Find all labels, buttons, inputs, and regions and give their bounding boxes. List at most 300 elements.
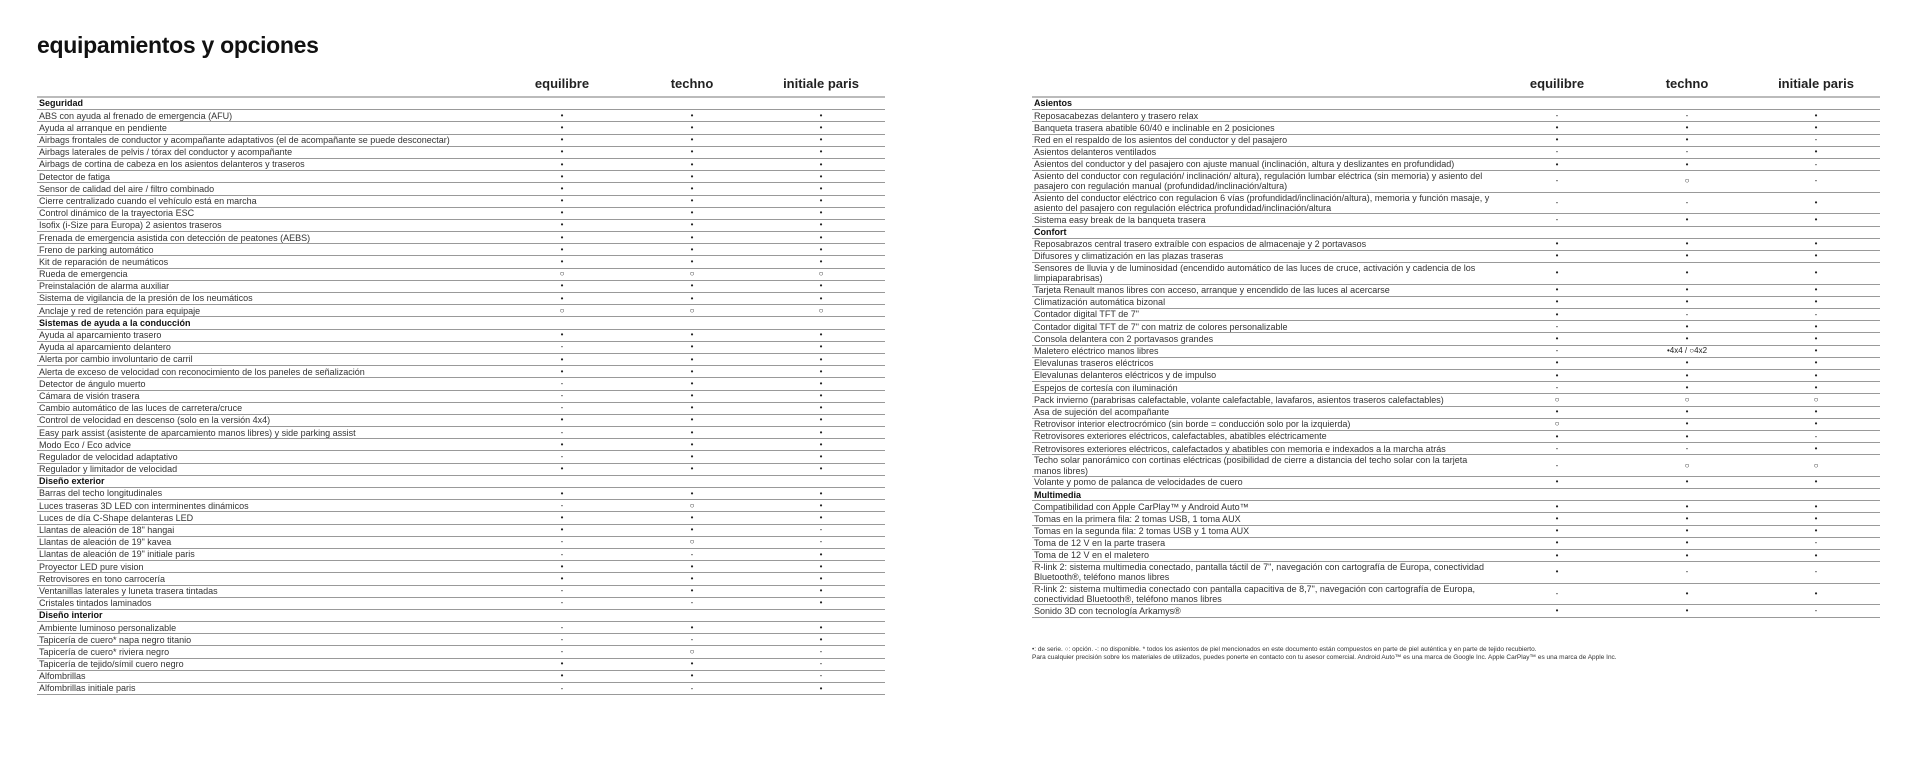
table-row: [1032, 407, 1880, 419]
techno-value: -: [690, 598, 694, 608]
section-header: [1032, 98, 1880, 110]
initiale-paris-value: •: [1814, 419, 1818, 429]
initiale-paris-value: •: [819, 427, 823, 437]
table-row: [37, 220, 885, 232]
table-row: [37, 354, 885, 366]
feature-label: Preinstalación de alarma auxiliar: [39, 281, 170, 292]
initiale-paris-value: -: [1814, 567, 1818, 577]
techno-value: •: [690, 354, 694, 364]
equilibre-value: •: [560, 281, 564, 291]
initiale-paris-value: •: [1814, 477, 1818, 487]
equilibre-value: -: [1555, 589, 1559, 599]
table-row: [37, 573, 885, 585]
table-row: [37, 171, 885, 183]
techno-value: •: [690, 244, 694, 254]
table-row: [1032, 455, 1880, 477]
feature-label: Alfombrillas: [39, 671, 86, 682]
equilibre-value: ○: [559, 305, 565, 315]
equilibre-value: •: [1555, 605, 1559, 615]
techno-value: ○: [1684, 394, 1690, 404]
techno-value: •: [1685, 285, 1689, 295]
equilibre-value: •: [1555, 239, 1559, 249]
equilibre-value: •: [560, 415, 564, 425]
equilibre-value: •: [1555, 297, 1559, 307]
column-initiale-paris: initiale paris: [783, 76, 859, 91]
initiale-paris-value: •: [819, 500, 823, 510]
equilibre-value: -: [560, 647, 564, 657]
table-header: [1032, 76, 1880, 98]
equilibre-value: -: [560, 427, 564, 437]
techno-value: ○: [689, 537, 695, 547]
table-row: [1032, 513, 1880, 525]
techno-value: •: [690, 622, 694, 632]
equilibre-value: -: [560, 391, 564, 401]
initiale-paris-value: ○: [818, 305, 824, 315]
table-row: [37, 391, 885, 403]
feature-label: Tomas en la segunda fila: 2 tomas USB y 1 toma AUX: [1034, 526, 1250, 537]
table-row: [37, 488, 885, 500]
techno-value: •: [690, 122, 694, 132]
feature-label: Easy park assist (asistente de aparcamiento manos libres) y side parking assist: [39, 427, 356, 438]
feature-label: Cierre centralizado cuando el vehículo está en marcha: [39, 195, 257, 206]
techno-value: -: [1685, 443, 1689, 453]
table-row: [1032, 501, 1880, 513]
feature-label: Control de velocidad en descenso (solo en la versión 4x4): [39, 415, 271, 426]
initiale-paris-value: •: [819, 196, 823, 206]
section-header: [37, 317, 885, 329]
section-title: Confort: [1034, 226, 1067, 237]
initiale-paris-value: •: [1814, 214, 1818, 224]
equilibre-value: ○: [1554, 394, 1560, 404]
equilibre-value: -: [560, 403, 564, 413]
initiale-paris-value: -: [1814, 309, 1818, 319]
feature-label: Tapicería de tejido/símil cuero negro: [39, 659, 184, 670]
equilibre-value: •: [560, 659, 564, 669]
initiale-paris-value: •: [819, 464, 823, 474]
table-row: [1032, 309, 1880, 321]
table-row: [37, 439, 885, 451]
equilibre-value: •: [1555, 567, 1559, 577]
table-row: [37, 427, 885, 439]
initiale-paris-value: -: [1814, 159, 1818, 169]
initiale-paris-value: •: [819, 488, 823, 498]
techno-value: •: [690, 671, 694, 681]
equilibre-value: •: [560, 244, 564, 254]
feature-label: Banqueta trasera abatible 60/40 e inclinable en 2 posiciones: [1034, 122, 1275, 133]
initiale-paris-value: -: [1814, 135, 1818, 145]
initiale-paris-value: -: [819, 537, 823, 547]
table-row: [1032, 135, 1880, 147]
feature-label: Llantas de aleación de 19" initiale paris: [39, 549, 195, 560]
table-row: [1032, 122, 1880, 134]
initiale-paris-value: •: [1814, 370, 1818, 380]
techno-value: •: [690, 464, 694, 474]
section-title: Diseño exterior: [39, 476, 105, 487]
initiale-paris-value: •: [819, 512, 823, 522]
initiale-paris-value: •: [819, 159, 823, 169]
equilibre-value: ○: [1554, 419, 1560, 429]
techno-value: •: [1685, 321, 1689, 331]
table-row: [37, 451, 885, 463]
feature-label: Maletero eléctrico manos libres: [1034, 346, 1159, 357]
section-header: [1032, 227, 1880, 239]
feature-label: Regulador y limitador de velocidad: [39, 464, 178, 475]
techno-value: •: [690, 415, 694, 425]
column-equilibre: equilibre: [534, 76, 590, 91]
feature-label: Red en el respaldo de los asientos del conductor y del pasajero: [1034, 135, 1288, 145]
feature-label: Cristales tintados laminados: [39, 598, 152, 609]
table-row: [1032, 239, 1880, 251]
techno-value: •: [690, 561, 694, 571]
feature-label: Sensores de lluvia y de luminosidad (encendido automático de las luces de cruce, activación y cadencia de los limpiaparabrisas): [1034, 263, 1476, 284]
feature-label: R-link 2: sistema multimedia conectado con pantalla capacitiva de 8,7", navegación con cartografía de Europa, conectividad Bluetooth®, teléfono manos libres: [1034, 583, 1475, 605]
initiale-paris-value: •: [819, 391, 823, 401]
table-row: [1032, 263, 1880, 285]
initiale-paris-value: •: [1814, 382, 1818, 392]
equilibre-value: •: [1555, 550, 1559, 560]
page-title: equipamientos y opciones: [37, 32, 319, 58]
table-row: [37, 293, 885, 305]
table-row: [1032, 358, 1880, 370]
equilibre-value: •: [560, 220, 564, 230]
feature-label: Ayuda al arranque en pendiente: [39, 122, 167, 133]
feature-label: Asiento del conductor con regulación/ inclinación/ altura), regulación lumbar eléctrica (sin memoria) y asiento del pasajero con regulación manual (profundidad/inclinación/altura): [1034, 171, 1483, 192]
initiale-paris-value: •: [1814, 285, 1818, 295]
table-row: [1032, 443, 1880, 455]
equilibre-value: -: [1555, 198, 1559, 208]
equilibre-value: •: [560, 147, 564, 157]
initiale-paris-value: •: [1814, 110, 1818, 120]
techno-value: •: [690, 330, 694, 340]
techno-value: •: [1685, 419, 1689, 429]
techno-value: •: [690, 281, 694, 291]
equilibre-value: •: [560, 525, 564, 535]
section-header: [1032, 489, 1880, 501]
feature-label: Cámara de visión trasera: [39, 390, 140, 401]
table-row: [1032, 110, 1880, 122]
techno-value: •: [690, 342, 694, 352]
techno-value: •: [1685, 501, 1689, 511]
feature-label: Asiento del conductor eléctrico con regulacion 6 vías (profundidad/inclinación/altura), memoria y función masaje, y asiento del pasajero con regulación eléctrica profundidad/inclinación/altura: [1034, 192, 1490, 214]
initiale-paris-value: •: [819, 439, 823, 449]
initiale-paris-value: •: [819, 573, 823, 583]
table-row: [1032, 333, 1880, 345]
equilibre-value: -: [560, 622, 564, 632]
section-title: Diseño interior: [39, 610, 103, 621]
equilibre-value: •: [560, 257, 564, 267]
feature-label: Reposabrazos central trasero extraíble con espacios de almacenaje y 2 portavasos: [1034, 239, 1367, 250]
feature-label: Kit de reparación de neumáticos: [39, 256, 169, 267]
feature-label: Espejos de cortesía con iluminación: [1034, 382, 1178, 393]
table-row: [37, 586, 885, 598]
equipment-table-right: [1032, 76, 1880, 618]
equilibre-value: •: [1555, 407, 1559, 417]
feature-label: Alfombrillas initiale paris: [39, 683, 136, 694]
feature-label: Luces de día C-Shape delanteras LED: [39, 512, 194, 523]
initiale-paris-value: •: [819, 354, 823, 364]
feature-label: Ambiente luminoso personalizable: [39, 622, 177, 633]
equilibre-value: •: [560, 159, 564, 169]
table-row: [37, 500, 885, 512]
equilibre-value: •: [1555, 159, 1559, 169]
table-row: [1032, 538, 1880, 550]
equilibre-value: •: [560, 439, 564, 449]
table-row: [37, 659, 885, 671]
feature-label: Isofix (i-Size para Europa) 2 asientos traseros: [39, 220, 222, 231]
techno-value: ○: [1684, 176, 1690, 186]
feature-label: Reposacabezas delantero y trasero relax: [1034, 110, 1199, 121]
equilibre-value: •: [1555, 538, 1559, 548]
initiale-paris-value: •: [1814, 526, 1818, 536]
table-row: [37, 403, 885, 415]
techno-value: •: [1685, 382, 1689, 392]
table-row: [37, 269, 885, 281]
feature-label: Cambio automático de las luces de carretera/cruce: [39, 403, 243, 414]
feature-label: Pack invierno (parabrisas calefactable, volante calefactable, lavafaros, asientos traseros calefactables): [1034, 394, 1444, 405]
feature-label: Rueda de emergencia: [39, 269, 128, 280]
feature-label: Elevalunas delanteros eléctricos y de impulso: [1034, 370, 1217, 381]
feature-label: Tapicería de cuero* napa negro titanio: [39, 634, 192, 645]
feature-label: Retrovisores exteriores eléctricos, calefactados y abatibles con memoria e indexados a la marcha atrás: [1034, 443, 1446, 454]
techno-value: •: [690, 183, 694, 193]
equilibre-value: -: [560, 378, 564, 388]
column-initiale-paris: initiale paris: [1778, 76, 1854, 91]
techno-value: •: [690, 488, 694, 498]
equilibre-value: •: [560, 183, 564, 193]
initiale-paris-value: •: [819, 452, 823, 462]
techno-value: •: [1685, 268, 1689, 278]
table-row: [1032, 214, 1880, 226]
feature-label: Detector de ángulo muerto: [39, 378, 146, 389]
feature-label: Volante y pomo de palanca de velocidades de cuero: [1034, 477, 1243, 488]
footnote-legend: •: de serie. ○: opción. -: no disponible. * todos los asientos de piel mencionados en este documento están compuestos en parte de piel auténtica y en parte de tejido recubierto.: [1032, 646, 1537, 653]
techno-value: •: [690, 427, 694, 437]
table-row: [37, 256, 885, 268]
table-row: [37, 281, 885, 293]
table-row: [37, 244, 885, 256]
feature-label: Tapicería de cuero* riviera negro: [39, 646, 170, 657]
equilibre-value: •: [1555, 309, 1559, 319]
feature-label: Consola delantera con 2 portavasos grandes: [1034, 333, 1214, 344]
table-row: [37, 135, 885, 147]
initiale-paris-value: -: [1814, 538, 1818, 548]
table-row: [37, 366, 885, 378]
techno-value: ○: [689, 500, 695, 510]
techno-value: •: [690, 452, 694, 462]
feature-label: Climatización automática bizonal: [1034, 297, 1166, 308]
table-row: [37, 549, 885, 561]
equilibre-value: -: [1555, 321, 1559, 331]
techno-value: ○: [689, 269, 695, 279]
table-row: [1032, 382, 1880, 394]
table-row: [1032, 419, 1880, 431]
feature-label: Contador digital TFT de 7": [1034, 309, 1139, 320]
initiale-paris-value: •: [819, 549, 823, 559]
feature-label: Retrovisores en tono carrocería: [39, 573, 166, 584]
table-row: [37, 122, 885, 134]
initiale-paris-value: •: [1814, 268, 1818, 278]
table-row: [1032, 251, 1880, 263]
table-row: [37, 525, 885, 537]
footnote-trademarks: Para cualquier precisión sobre los materiales de utilizados, puedes ponerte en contacto con tu asesor comercial. Android Auto™ es una marca de Google Inc. Apple CarPlay™ es una marca de Apple Inc.: [1032, 654, 1617, 661]
techno-value: •: [690, 659, 694, 669]
feature-label: Ayuda al aparcamiento delantero: [39, 342, 171, 353]
techno-value: •: [690, 293, 694, 303]
feature-label: Alerta por cambio involuntario de carril: [39, 354, 193, 365]
table-row: [1032, 285, 1880, 297]
equilibre-value: •: [560, 110, 564, 120]
feature-label: Techo solar panorámico con cortinas eléctricas (posibilidad de cierre a distancia del techo solar con la tarjeta manos libres): [1034, 455, 1468, 476]
techno-value: •: [1685, 407, 1689, 417]
feature-label: Retrovisor interior electrocrómico (sin borde = conducción solo por la izquierda): [1034, 419, 1351, 430]
equilibre-value: -: [1555, 147, 1559, 157]
feature-label: Toma de 12 V en el maletero: [1034, 550, 1150, 561]
techno-value: •: [1685, 370, 1689, 380]
initiale-paris-value: •: [819, 293, 823, 303]
techno-value: •4x4 / ○4x2: [1666, 346, 1708, 356]
section-title: Sistemas de ayuda a la conducción: [39, 317, 191, 328]
feature-label: Ayuda al aparcamiento trasero: [39, 330, 162, 340]
section-header: [37, 98, 885, 110]
techno-value: -: [690, 549, 694, 559]
techno-value: •: [690, 220, 694, 230]
feature-label: Toma de 12 V en la parte trasera: [1034, 538, 1166, 549]
feature-label: Control dinámico de la trayectoria ESC: [39, 208, 195, 219]
feature-label: Frenada de emergencia asistida con detección de peatones (AEBS): [39, 232, 311, 243]
table-row: [37, 634, 885, 646]
table-row: [1032, 147, 1880, 159]
table-row: [1032, 159, 1880, 171]
initiale-paris-value: •: [819, 598, 823, 608]
initiale-paris-value: -: [1814, 605, 1818, 615]
section-title: Asientos: [1034, 98, 1073, 109]
feature-label: Llantas de aleación de 18" hangai: [39, 525, 175, 535]
initiale-paris-value: •: [1814, 321, 1818, 331]
techno-value: -: [1685, 567, 1689, 577]
equilibre-value: •: [1555, 268, 1559, 278]
initiale-paris-value: •: [1814, 147, 1818, 157]
feature-label: Sistema de vigilancia de la presión de los neumáticos: [39, 293, 253, 304]
techno-value: -: [690, 634, 694, 644]
table-row: [37, 646, 885, 658]
equilibre-value: -: [1555, 443, 1559, 453]
equilibre-value: •: [560, 354, 564, 364]
initiale-paris-value: •: [819, 366, 823, 376]
table-row: [1032, 193, 1880, 215]
column-techno: techno: [1665, 76, 1709, 91]
table-row: [37, 671, 885, 683]
equilibre-value: •: [1555, 285, 1559, 295]
feature-label: R-link 2: sistema multimedia conectado, pantalla táctil de 7", navegación con cartografía de Europa, conectividad Bluetooth®, teléfono manos libres: [1034, 562, 1484, 583]
equilibre-value: -: [1555, 110, 1559, 120]
initiale-paris-value: •: [819, 232, 823, 242]
initiale-paris-value: •: [1814, 346, 1818, 356]
initiale-paris-value: •: [1814, 251, 1818, 261]
equilibre-value: -: [560, 683, 564, 693]
table-row: [1032, 477, 1880, 489]
equilibre-value: •: [1555, 501, 1559, 511]
table-row: [37, 159, 885, 171]
table-row: [37, 342, 885, 354]
table-row: [37, 305, 885, 317]
section-title: Multimedia: [1034, 489, 1082, 500]
techno-value: •: [1685, 214, 1689, 224]
techno-value: •: [1685, 589, 1689, 599]
initiale-paris-value: •: [1814, 443, 1818, 453]
techno-value: •: [1685, 477, 1689, 487]
feature-label: Retrovisores exteriores eléctricos, calefactables, abatibles eléctricamente: [1034, 431, 1327, 442]
equilibre-value: -: [560, 598, 564, 608]
initiale-paris-value: •: [1814, 122, 1818, 132]
techno-value: -: [1685, 110, 1689, 120]
equilibre-value: •: [560, 196, 564, 206]
techno-value: •: [690, 232, 694, 242]
table-row: [37, 561, 885, 573]
techno-value: •: [690, 586, 694, 596]
equilibre-value: •: [560, 330, 564, 340]
equilibre-value: •: [1555, 135, 1559, 145]
equilibre-value: •: [1555, 122, 1559, 132]
feature-label: Detector de fatiga: [39, 171, 111, 182]
table-row: [37, 537, 885, 549]
initiale-paris-value: •: [819, 244, 823, 254]
feature-label: Airbags de cortina de cabeza en los asientos delanteros y traseros: [39, 159, 305, 170]
feature-label: ABS con ayuda al frenado de emergencia (AFU): [39, 110, 233, 121]
equilibre-value: -: [560, 634, 564, 644]
initiale-paris-value: •: [819, 257, 823, 267]
table-row: [1032, 562, 1880, 584]
techno-value: •: [1685, 431, 1689, 441]
initiale-paris-value: •: [819, 378, 823, 388]
feature-label: Sonido 3D con tecnología Arkamys®: [1034, 605, 1181, 616]
techno-value: •: [690, 573, 694, 583]
equilibre-value: •: [560, 232, 564, 242]
techno-value: •: [1685, 550, 1689, 560]
techno-value: •: [690, 257, 694, 267]
initiale-paris-value: •: [1814, 239, 1818, 249]
equipment-table-left: [37, 76, 885, 695]
table-row: [1032, 321, 1880, 333]
initiale-paris-value: •: [819, 147, 823, 157]
equilibre-value: -: [1555, 346, 1559, 356]
initiale-paris-value: •: [1814, 501, 1818, 511]
techno-value: •: [1685, 239, 1689, 249]
feature-label: Ventanillas laterales y luneta trasera tintadas: [39, 585, 218, 596]
feature-label: Tomas en la primera fila: 2 tomas USB, 1 toma AUX: [1034, 513, 1241, 524]
equilibre-value: •: [560, 122, 564, 132]
equilibre-value: •: [1555, 431, 1559, 441]
initiale-paris-value: •: [1814, 514, 1818, 524]
equilibre-value: •: [560, 488, 564, 498]
section-header: [37, 610, 885, 622]
feature-label: Luces traseras 3D LED con interminentes dinámicos: [39, 500, 249, 511]
equilibre-value: •: [1555, 334, 1559, 343]
initiale-paris-value: •: [1814, 407, 1818, 417]
feature-label: Barras del techo longitudinales: [39, 488, 163, 499]
feature-label: Alerta de exceso de velocidad con reconocimiento de los paneles de señalización: [39, 366, 365, 377]
feature-label: Sensor de calidad del aire / filtro combinado: [39, 183, 215, 194]
equilibre-value: -: [560, 342, 564, 352]
table-row: [1032, 550, 1880, 562]
techno-value: •: [690, 147, 694, 157]
initiale-paris-value: -: [819, 647, 823, 657]
feature-label: Freno de parking automático: [39, 244, 154, 255]
equilibre-value: •: [1555, 358, 1559, 368]
techno-value: •: [690, 208, 694, 218]
techno-value: •: [690, 439, 694, 449]
techno-value: •: [1685, 538, 1689, 548]
initiale-paris-value: -: [1814, 431, 1818, 441]
